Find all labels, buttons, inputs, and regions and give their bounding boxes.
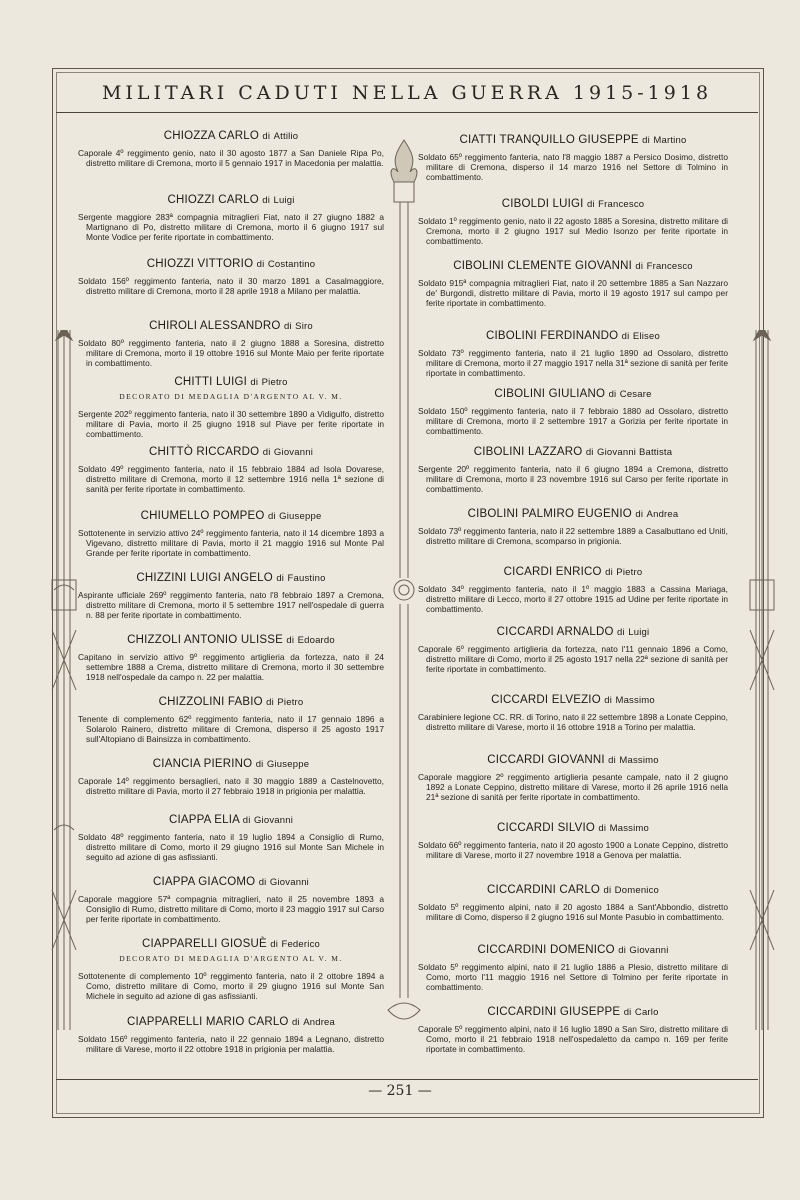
header-divider — [56, 112, 758, 113]
entry-text: Sottotenente di complemento 10º reggimento fanteria, nato il 2 ottobre 1894 a Como, distretto militare di Como, morto il 29 giugno 1916 sul Monte San Michele in seguito ad azione di gas asfissianti. — [78, 971, 384, 1001]
entry-text: Caporale maggiore 57ª compagnia mitraglieri, nato il 25 novembre 1893 a Consiglio di Rumo, distretto militare di Como, morto il 23 maggio 1917 sul Carso per ferite riportate in combattimento. — [78, 894, 384, 924]
entry-name-line: CIBOLDI LUIGI di Francesco — [501, 198, 645, 210]
entry-text: Soldato 5º reggimento alpini, nato il 21 luglio 1886 a Plesio, distretto militare di Como, morto l'11 maggio 1916 nel Settore di Tolmino per ferite riportate in combattimento. — [418, 962, 728, 992]
entry-text: Sergente 20º reggimento fanteria, nato il 6 giugno 1894 a Cremona, distretto militare di Cremona, morto il 23 novembre 1916 sul Carso per ferite riportate in combattimento. — [418, 464, 728, 494]
entry — [418, 330, 728, 378]
entry-name-line: CICCARDINI GIUSEPPE di Carlo — [487, 1006, 659, 1018]
entry-text: Soldato 65º reggimento fanteria, nato l'8 maggio 1887 a Persico Dosimo, distretto militare di Cremona, disperso il 14 marzo 1916 nel Settore di Tolmino in combattimento. — [418, 152, 728, 182]
entry-text: Caporale 4º reggimento genio, nato il 30 agosto 1877 a San Daniele Ripa Po, distretto militare di Cremona, morto il 5 gennaio 1917 in Macedonia per malattia. — [78, 148, 384, 168]
entry-name-line: CHITTI LUIGI di Pietro — [174, 376, 288, 388]
entry-name-line: CIBOLINI GIULIANO di Cesare — [494, 388, 652, 400]
entry — [78, 446, 384, 494]
entry — [418, 388, 728, 436]
entry-text: Soldato 5º reggimento alpini, nato il 20 agosto 1884 a Sant'Abbondio, distretto militare di Como, disperso il 2 giugno 1916 sul Monte Pasubio in combattimento. — [418, 902, 728, 922]
entry-name-line: CHIZZOLINI FABIO di Pietro — [158, 696, 304, 708]
entry — [418, 754, 728, 802]
entry — [78, 258, 384, 296]
entry — [78, 376, 384, 439]
entry-text: Soldato 80º reggimento fanteria, nato il 2 giugno 1888 a Soresina, distretto militare di Cremona, morto il 19 ottobre 1916 sul Monte Maio per ferite riportate in combattimento. — [78, 338, 384, 368]
entry — [418, 944, 728, 992]
entry-name-line: CIBOLINI LAZZARO di Giovanni Battista — [473, 446, 673, 458]
entry-name-line: CIBOLINI FERDINANDO di Eliseo — [486, 330, 660, 342]
entry-text: Soldato 150º reggimento fanteria, nato il 7 febbraio 1880 ad Ossolaro, distretto militare di Cremona, morto il 2 settembre 1917 a Gorizia per ferite riportate in combattimento. — [418, 406, 728, 436]
entry — [418, 626, 728, 674]
footer-divider — [56, 1079, 758, 1080]
entry-name-line: CHIOZZI VITTORIO di Costantino — [146, 258, 316, 270]
entry-name-line: CHIROLI ALESSANDRO di Siro — [149, 320, 313, 332]
entry-name-line: CICCARDI ARNALDO di Luigi — [496, 626, 650, 638]
entry-text: Soldato 1º reggimento genio, nato il 22 agosto 1885 a Soresina, distretto militare di Cremona, morto il 2 giugno 1917 sul Medio Isonzo per ferite riportate in combattimento. — [418, 216, 728, 246]
page-number: — 251 — — [368, 1083, 432, 1099]
entry-text: Capitano in servizio attivo 9º reggimento artiglieria da fortezza, nato il 24 settembre 1888 a Crema, distretto militare di Cremona, morto il 30 settembre 1918 nell'ospedale da campo n. 22 per malattia. — [78, 652, 384, 682]
entry — [418, 694, 728, 732]
entry-text: Soldato 73º reggimento fanteria, nato il 21 luglio 1890 ad Ossolaro, distretto militare di Cremona, morto il 27 maggio 1917 nella 31ª sezione di sanità per ferite riportate in combattimento. — [418, 348, 728, 378]
entry-name-line: CICCARDINI CARLO di Domenico — [486, 884, 660, 896]
entry — [418, 566, 728, 614]
decoration-note: DECORATO DI MEDAGLIA D'ARGENTO AL V. M. — [119, 392, 343, 401]
entry-text: Soldato 34º reggimento fanteria, nato il 1º maggio 1883 a Cassina Mariaga, distretto militare di Lecco, morto il 27 ottobre 1915 ad Udine per ferite riportate in combattimento. — [418, 584, 728, 614]
entry — [418, 134, 728, 182]
entry-text: Soldato 915ª compagnia mitraglieri Fiat, nato il 20 settembre 1885 a San Nazzaro de' Burgondi, distretto militare di Pavia, morto il 19 agosto 1917 sul campo per ferite riportate in combattimento. — [418, 278, 728, 308]
entry-name-line: CICCARDI SILVIO di Massimo — [496, 822, 649, 834]
entry — [78, 696, 384, 744]
entry-text: Soldato 49º reggimento fanteria, nato il 15 febbraio 1884 ad Isola Dovarese, distretto militare di Cremona, morto il 12 settembre 1916 nella 1ª sezione di sanità per ferite riportate in combattimento. — [78, 464, 384, 494]
entry-name-line: CHIUMELLO POMPEO di Giuseppe — [140, 510, 322, 522]
entry — [418, 822, 728, 860]
entry — [78, 1016, 384, 1054]
entry-name-line: CIAPPA GIACOMO di Giovanni — [153, 876, 309, 888]
entry — [418, 1006, 728, 1054]
entry — [78, 634, 384, 682]
entry-name-line: CHIZZOLI ANTONIO ULISSE di Edoardo — [127, 634, 335, 646]
entry-name-line: CICARDI ENRICO di Pietro — [503, 566, 643, 578]
entry-text: Carabiniere legione CC. RR. di Torino, nato il 22 settembre 1898 a Lonate Ceppino, distretto militare di Varese, morto il 16 ottobre 1918 a Torino per malattia. — [418, 712, 728, 732]
entry-text: Aspirante ufficiale 269º reggimento fanteria, nato l'8 febbraio 1897 a Cremona, distretto militare di Cremona, morto il 5 settembre 1917 nell'ospedale di guerra n. 88 per ferite riportate in combattimento. — [78, 590, 384, 620]
entry-name-line: CIAPPA ELIA di Giovanni — [168, 814, 294, 826]
entry-name-line: CHIOZZA CARLO di Attilio — [163, 130, 299, 142]
entry — [78, 814, 384, 862]
decoration-note: DECORATO DI MEDAGLIA D'ARGENTO AL V. M. — [119, 954, 343, 963]
entry-name-line: CIBOLINI CLEMENTE GIOVANNI di Francesco — [453, 260, 693, 272]
entry-text: Sergente 202º reggimento fanteria, nato il 30 settembre 1890 a Vidigulfo, distretto militare di Pavia, morto il 25 giugno 1918 sul Piave per ferite riportate in combattimento. — [78, 409, 384, 439]
entry-name-line: CHITTÒ RICCARDO di Giovanni — [148, 446, 314, 458]
entry — [418, 198, 728, 246]
entry-name-line: CHIOZZI CARLO di Luigi — [167, 194, 295, 206]
entry-text: Caporale 14º reggimento bersaglieri, nato il 30 maggio 1889 a Castelnovetto, distretto militare di Pavia, morto il 27 febbraio 1918 in prigionia per malattia. — [78, 776, 384, 796]
entry — [78, 876, 384, 924]
entry — [78, 938, 384, 1001]
entry-name-line: CIAPPARELLI MARIO CARLO di Andrea — [126, 1016, 336, 1028]
entry — [418, 508, 728, 546]
entry-text: Sergente maggiore 283ª compagnia mitraglieri Fiat, nato il 27 giugno 1882 a Martignano di Po, distretto militare di Cremona, morto il 6 giugno 1917 sul Monte Vodice per ferite riportate in combattimento. — [78, 212, 384, 242]
entry — [78, 510, 384, 558]
entry — [418, 446, 728, 494]
entry — [78, 130, 384, 168]
entry-text: Soldato 156º reggimento fanteria, nato il 30 marzo 1891 a Casalmaggiore, distretto militare di Cremona, morto il 28 aprile 1918 a Milano per malattia. — [78, 276, 384, 296]
entry-name-line: CHIZZINI LUIGI ANGELO di Faustino — [136, 572, 326, 584]
entry-text: Caporale maggiore 2º reggimento artiglieria pesante campale, nato il 2 giugno 1892 a Lonate Ceppino, distretto militare di Varese, morto il 26 aprile 1916 nella 21ª sezione di sanità per ferite riportate in combattimento. — [418, 772, 728, 802]
entry-text: Caporale 5º reggimento alpini, nato il 16 luglio 1890 a San Siro, distretto militare di Como, morto il 21 febbraio 1918 nell'ospedaletto da campo n. 169 per ferite riportate in combattimento. — [418, 1024, 728, 1054]
entry — [78, 194, 384, 242]
entry — [78, 320, 384, 368]
entry-name-line: CICCARDI ELVEZIO di Massimo — [491, 694, 655, 706]
right-fasces-ornament — [742, 330, 782, 1030]
entry-text: Soldato 66º reggimento fanteria, nato il 20 agosto 1900 a Lonate Ceppino, distretto militare di Varese, morto il 27 novembre 1918 a Genova per malattia. — [418, 840, 728, 860]
entry — [78, 758, 384, 796]
entry-name-line: CICCARDINI DOMENICO di Giovanni — [477, 944, 669, 956]
entry-text: Soldato 156º reggimento fanteria, nato il 22 gennaio 1894 a Legnano, distretto militare di Varese, morto il 22 ottobre 1918 in prigionia per malattia. — [78, 1034, 384, 1054]
entry-name-line: CIAPPARELLI GIOSUÈ di Federico — [142, 938, 320, 950]
entry-name-line: CIANCIA PIERINO di Giuseppe — [152, 758, 310, 770]
entry — [78, 572, 384, 620]
entry-text: Soldato 48º reggimento fanteria, nato il 19 luglio 1894 a Consiglio di Rumo, distretto militare di Como, morto il 29 giugno 1916 sul Monte San Michele in seguito ad azione di gas asfissianti. — [78, 832, 384, 862]
entry-name-line: CIATTI TRANQUILLO GIUSEPPE di Martino — [459, 134, 687, 146]
entry-text: Soldato 73º reggimento fanteria, nato il 22 settembre 1889 a Casalbuttano ed Uniti, distretto militare di Cremona, scomparso in prigionia. — [418, 526, 728, 546]
entry-name-line: CICCARDI GIOVANNI di Massimo — [487, 754, 659, 766]
entry-text: Caporale 6º reggimento artiglieria da fortezza, nato l'11 gennaio 1896 a Como, distretto militare di Como, morto il 25 agosto 1917 nella 22ª sezione di sanità per ferite riportate in combattimento. — [418, 644, 728, 674]
entry — [418, 260, 728, 308]
entry — [418, 884, 728, 922]
entry-text: Tenente di complemento 62º reggimento fanteria, nato il 17 gennaio 1896 a Solarolo Rainero, distretto militare di Cremona, disperso il 25 agosto 1917 sull'Altopiano di Bainsizza in combattimento. — [78, 714, 384, 744]
entry-text: Sottotenente in servizio attivo 24º reggimento fanteria, nato il 14 dicembre 1893 a Vigevano, distretto militare di Pavia, morto il 21 maggio 1916 sul Monte Pal Grande per ferite riportate in combattimento. — [78, 528, 384, 558]
entry-name-line: CIBOLINI PALMIRO EUGENIO di Andrea — [467, 508, 679, 520]
page-title: MILITARI CADUTI NELLA GUERRA 1915-1918 — [101, 82, 713, 104]
